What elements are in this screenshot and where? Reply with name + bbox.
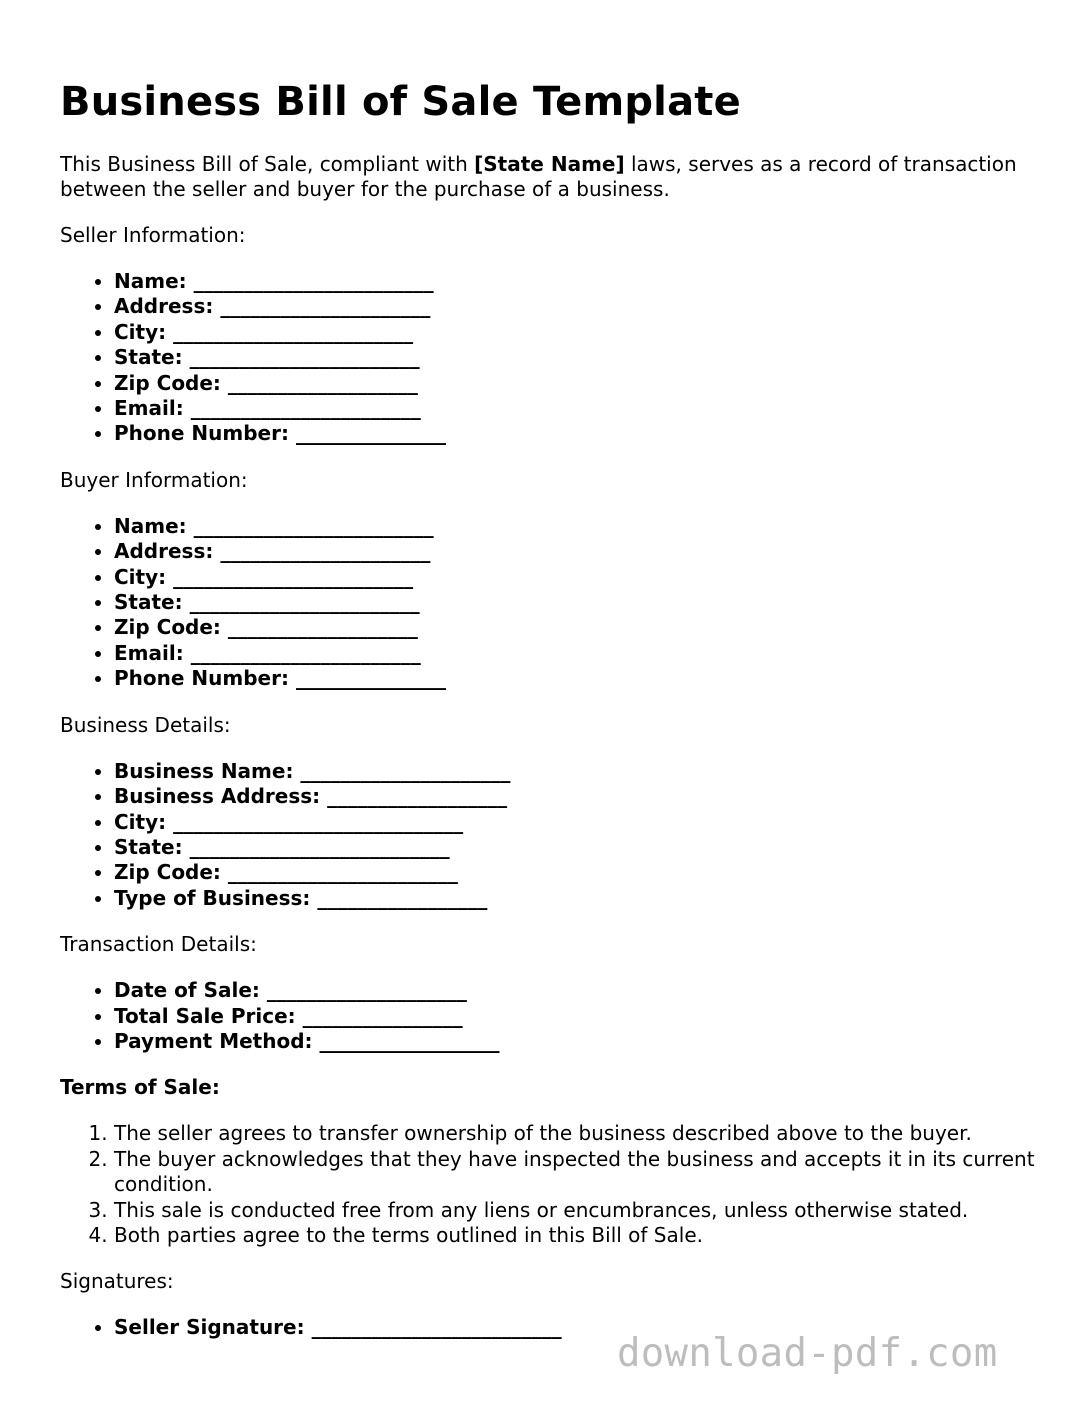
- list-item: • Business Address: __________________: [114, 784, 1040, 809]
- list-item: • City: _____________________________: [114, 810, 1040, 835]
- list-item: 4. Both parties agree to the terms outlined in this Bill of Sale.: [114, 1223, 1040, 1248]
- list-item: • Type of Business: _________________: [114, 886, 1040, 911]
- list-item: • Phone Number: _______________: [114, 666, 1040, 691]
- fill-in-blank: _____________________: [220, 539, 431, 564]
- list-item: • State: _______________________: [114, 590, 1040, 615]
- list-item: • State: _______________________: [114, 345, 1040, 370]
- fill-in-blank: _______________________: [190, 640, 421, 665]
- list-item: • Payment Method: __________________: [114, 1029, 1040, 1054]
- page-title: Business Bill of Sale Template: [60, 79, 741, 125]
- seller-heading: Seller Information:: [60, 223, 246, 247]
- watermark: download-pdf.com: [617, 1331, 998, 1376]
- fill-in-blank: _____________________________: [173, 809, 464, 834]
- list-item: • State: __________________________: [114, 835, 1040, 860]
- terms-list: [60, 1121, 1040, 1248]
- fill-in-blank: ________________________: [173, 319, 414, 344]
- list-item: • City: ________________________: [114, 565, 1040, 590]
- buyer-heading: Buyer Information:: [60, 467, 248, 492]
- intro-text-before: This Business Bill of Sale, compliant with: [60, 152, 475, 176]
- list-item: • Business Name: _____________________: [114, 759, 1040, 784]
- fill-in-blank: _______________: [295, 666, 446, 691]
- fill-in-blank: ___________________: [227, 615, 418, 640]
- seller-list: [60, 269, 1040, 447]
- fill-in-blank: _______________________: [190, 396, 421, 421]
- list-item: • Total Sale Price: ________________: [114, 1004, 1040, 1029]
- list-item: 1. The seller agrees to transfer ownership of the business described above to the buyer.: [114, 1121, 1040, 1146]
- fill-in-blank: _______________________: [227, 860, 458, 885]
- list-item: • Phone Number: _______________: [114, 421, 1040, 446]
- fill-in-blank: _______________________: [189, 345, 420, 370]
- business-list: [60, 759, 1040, 911]
- list-item: 3. This sale is conducted free from any liens or encumbrances, unless otherwise stated.: [114, 1198, 1040, 1223]
- list-item: • Zip Code: ___________________: [114, 371, 1040, 396]
- fill-in-blank: __________________________: [189, 834, 450, 859]
- fill-in-blank: ___________________: [227, 370, 418, 395]
- list-item: • Zip Code: ___________________: [114, 615, 1040, 640]
- business-heading: Business Details:: [60, 712, 231, 737]
- fill-in-blank: __________________: [327, 784, 508, 809]
- transaction-list: [60, 978, 1040, 1054]
- fill-in-blank: _______________________: [189, 590, 420, 615]
- fill-in-blank: ____________________: [266, 978, 467, 1003]
- intro-paragraph: [60, 152, 1040, 202]
- state-name-placeholder: [State Name]: [474, 152, 625, 176]
- intro-text-after: laws, serves as a record of transaction between the seller and buyer for the purchase of a business.: [60, 152, 1017, 201]
- signatures-heading: Signatures:: [60, 1269, 174, 1294]
- fill-in-blank: ________________________: [193, 513, 434, 538]
- fill-in-blank: ________________________: [173, 564, 414, 589]
- buyer-list: [60, 514, 1040, 692]
- list-item: • Name: ________________________: [114, 514, 1040, 539]
- list-item: • Address: _____________________: [114, 294, 1040, 319]
- document-page: [60, 72, 1040, 1362]
- transaction-heading: Transaction Details:: [60, 932, 257, 957]
- list-item: • Name: ________________________: [114, 269, 1040, 294]
- fill-in-blank: _________________________: [311, 1315, 562, 1340]
- list-item: • Seller Signature: _________________________: [114, 1315, 1040, 1340]
- list-item: • Zip Code: _______________________: [114, 860, 1040, 885]
- fill-in-blank: ________________________: [193, 269, 434, 293]
- list-item: 2. The buyer acknowledges that they have inspected the business and accepts it in its current condition.: [114, 1147, 1040, 1198]
- list-item: • Date of Sale: ____________________: [114, 978, 1040, 1003]
- fill-in-blank: _____________________: [220, 294, 431, 319]
- list-item: • City: ________________________: [114, 320, 1040, 345]
- fill-in-blank: ________________: [302, 1003, 463, 1028]
- terms-heading: Terms of Sale:: [60, 1075, 220, 1100]
- fill-in-blank: _______________: [295, 421, 446, 446]
- list-item: • Email: _______________________: [114, 396, 1040, 421]
- fill-in-blank: _____________________: [300, 758, 511, 783]
- list-item: • Email: _______________________: [114, 641, 1040, 666]
- list-item: • Address: _____________________: [114, 539, 1040, 564]
- fill-in-blank: _________________: [317, 885, 488, 910]
- fill-in-blank: __________________: [319, 1028, 500, 1053]
